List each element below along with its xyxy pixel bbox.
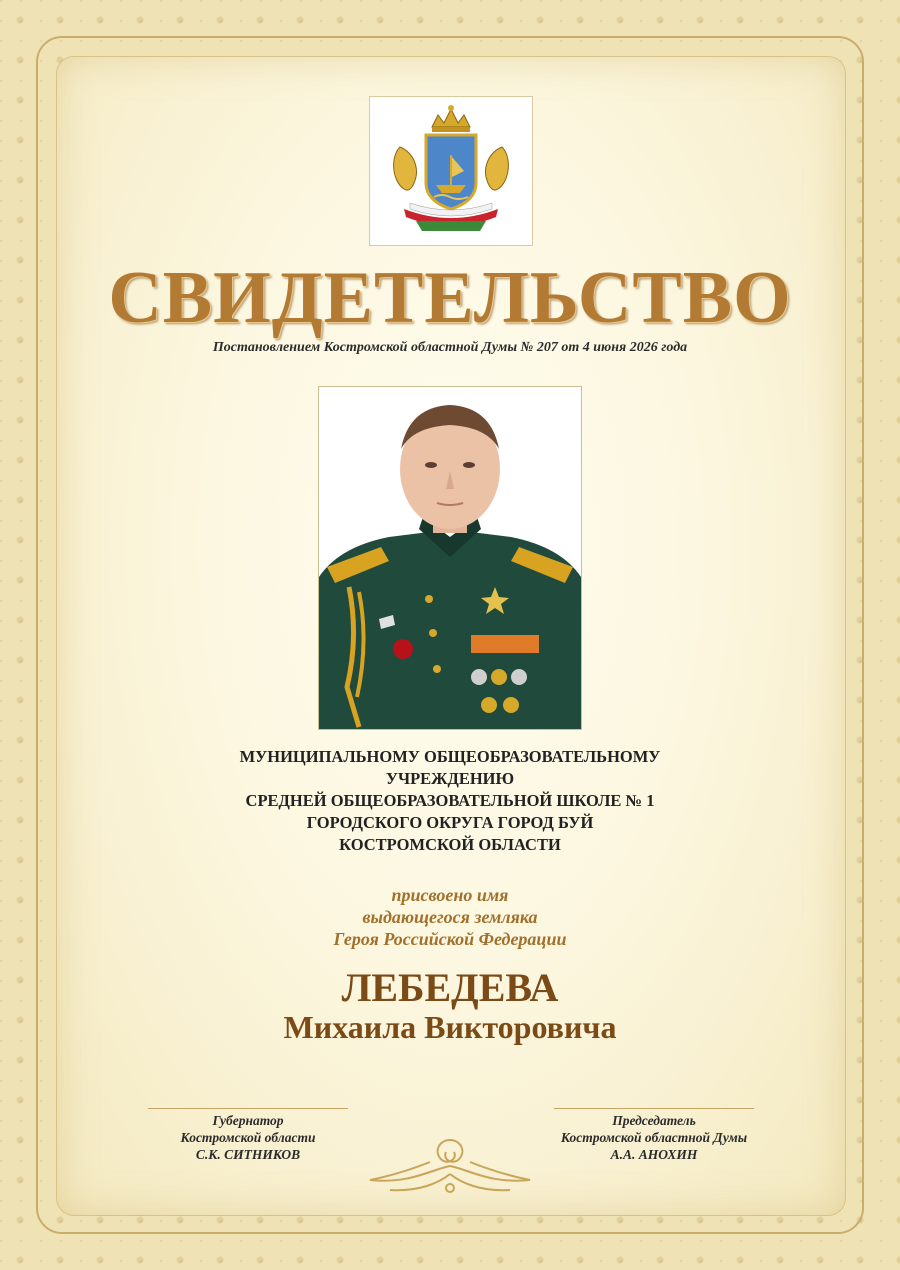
portrait-photo [318, 386, 582, 730]
conferred-line: Героя Российской Федерации [333, 929, 567, 949]
signature-position: Председатель [612, 1113, 696, 1128]
recipient-line: СРЕДНЕЙ ОБЩЕОБРАЗОВАТЕЛЬНОЙ ШКОЛЕ № 1 [245, 791, 655, 810]
hero-surname: ЛЕБЕДЕВА [341, 965, 559, 1010]
recipient-line: КОСТРОМСКОЙ ОБЛАСТИ [339, 835, 561, 854]
ornament-flourish-icon [350, 1130, 550, 1200]
recipient-line: УЧРЕЖДЕНИЮ [385, 769, 515, 788]
recipient-line: ГОРОДСКОГО ОКРУГА ГОРОД БУЙ [306, 813, 594, 832]
signature-region: Костромской областной Думы [560, 1130, 748, 1145]
recipient-line: МУНИЦИПАЛЬНОМУ ОБЩЕОБРАЗОВАТЕЛЬНОМУ [239, 747, 661, 766]
kostroma-coat-of-arms-icon [369, 96, 533, 246]
signature-name: А.А. АНОХИН [610, 1147, 698, 1162]
signature-line [554, 1108, 754, 1109]
governor-signature-block [128, 1108, 368, 1163]
conferred-text [0, 884, 900, 950]
hero-given-names: Михаила Викторовича [283, 1009, 617, 1045]
recipient-institution [0, 746, 900, 856]
signature-position: Губернатор [212, 1113, 284, 1128]
resolution-subtitle: Постановлением Костромской областной Думы № 207 от 4 июня 2026 года [212, 340, 688, 355]
certificate-title: СВИДЕТЕЛЬСТВО [108, 257, 792, 339]
signature-name: С.К. СИТНИКОВ [195, 1147, 301, 1162]
signature-line [148, 1108, 348, 1109]
chairman-signature-block [534, 1108, 774, 1163]
conferred-line: присвоено имя [391, 885, 509, 905]
conferred-line: выдающегося земляка [362, 907, 538, 927]
signature-region: Костромской области [180, 1130, 316, 1145]
